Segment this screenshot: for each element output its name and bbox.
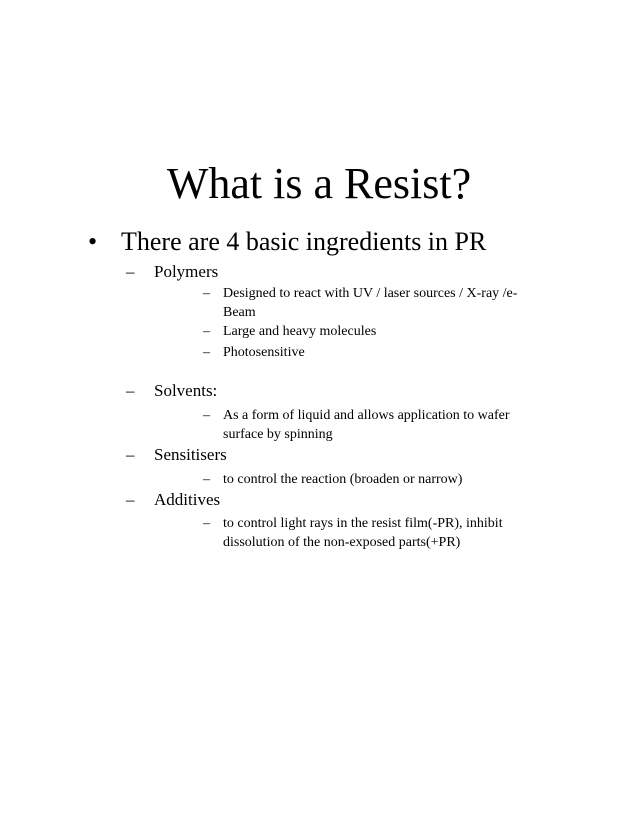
dash-glyph: – [203, 286, 210, 301]
sub-item [203, 284, 543, 322]
section-solvents [126, 381, 217, 401]
sub-item-text: Large and heavy molecules [223, 324, 377, 339]
main-bullet [88, 227, 486, 257]
sub-item-text: Designed to react with UV / laser sources / X-ray /e-Beam [223, 286, 518, 320]
dash-glyph: – [203, 324, 210, 339]
section-label-solvents: Solvents: [154, 381, 218, 400]
section-label-polymers: Polymers [154, 262, 219, 281]
dash-glyph: – [126, 381, 135, 400]
sub-item-text: Photosensitive [223, 345, 305, 360]
section-polymers [126, 262, 218, 282]
dash-glyph: – [203, 345, 210, 360]
sub-item-text: to control light rays in the resist film(-PR), inhibit dissolution of the non-exposed parts(+PR) [223, 516, 503, 550]
dash-glyph: – [126, 445, 135, 464]
dash-glyph: – [203, 472, 210, 487]
main-bullet-text: There are 4 basic ingredients in PR [121, 227, 487, 256]
sub-item [203, 322, 543, 341]
section-label-sensitisers: Sensitisers [154, 445, 227, 464]
dash-glyph: – [203, 408, 210, 423]
dash-glyph: – [126, 490, 135, 509]
bullet-glyph: • [88, 227, 98, 256]
page-title: What is a Resist? [166, 159, 472, 208]
sub-item-text: to control the reaction (broaden or narrow) [223, 472, 463, 487]
sub-item [203, 343, 543, 362]
sub-item [203, 406, 543, 444]
section-sensitisers [126, 445, 227, 465]
dash-glyph: – [203, 516, 210, 531]
dash-glyph: – [126, 262, 135, 281]
sub-item [203, 470, 543, 489]
section-additives [126, 490, 220, 510]
sub-item-text: As a form of liquid and allows application to wafer surface by spinning [223, 408, 510, 442]
section-label-additives: Additives [154, 490, 221, 509]
sub-item [203, 514, 543, 552]
